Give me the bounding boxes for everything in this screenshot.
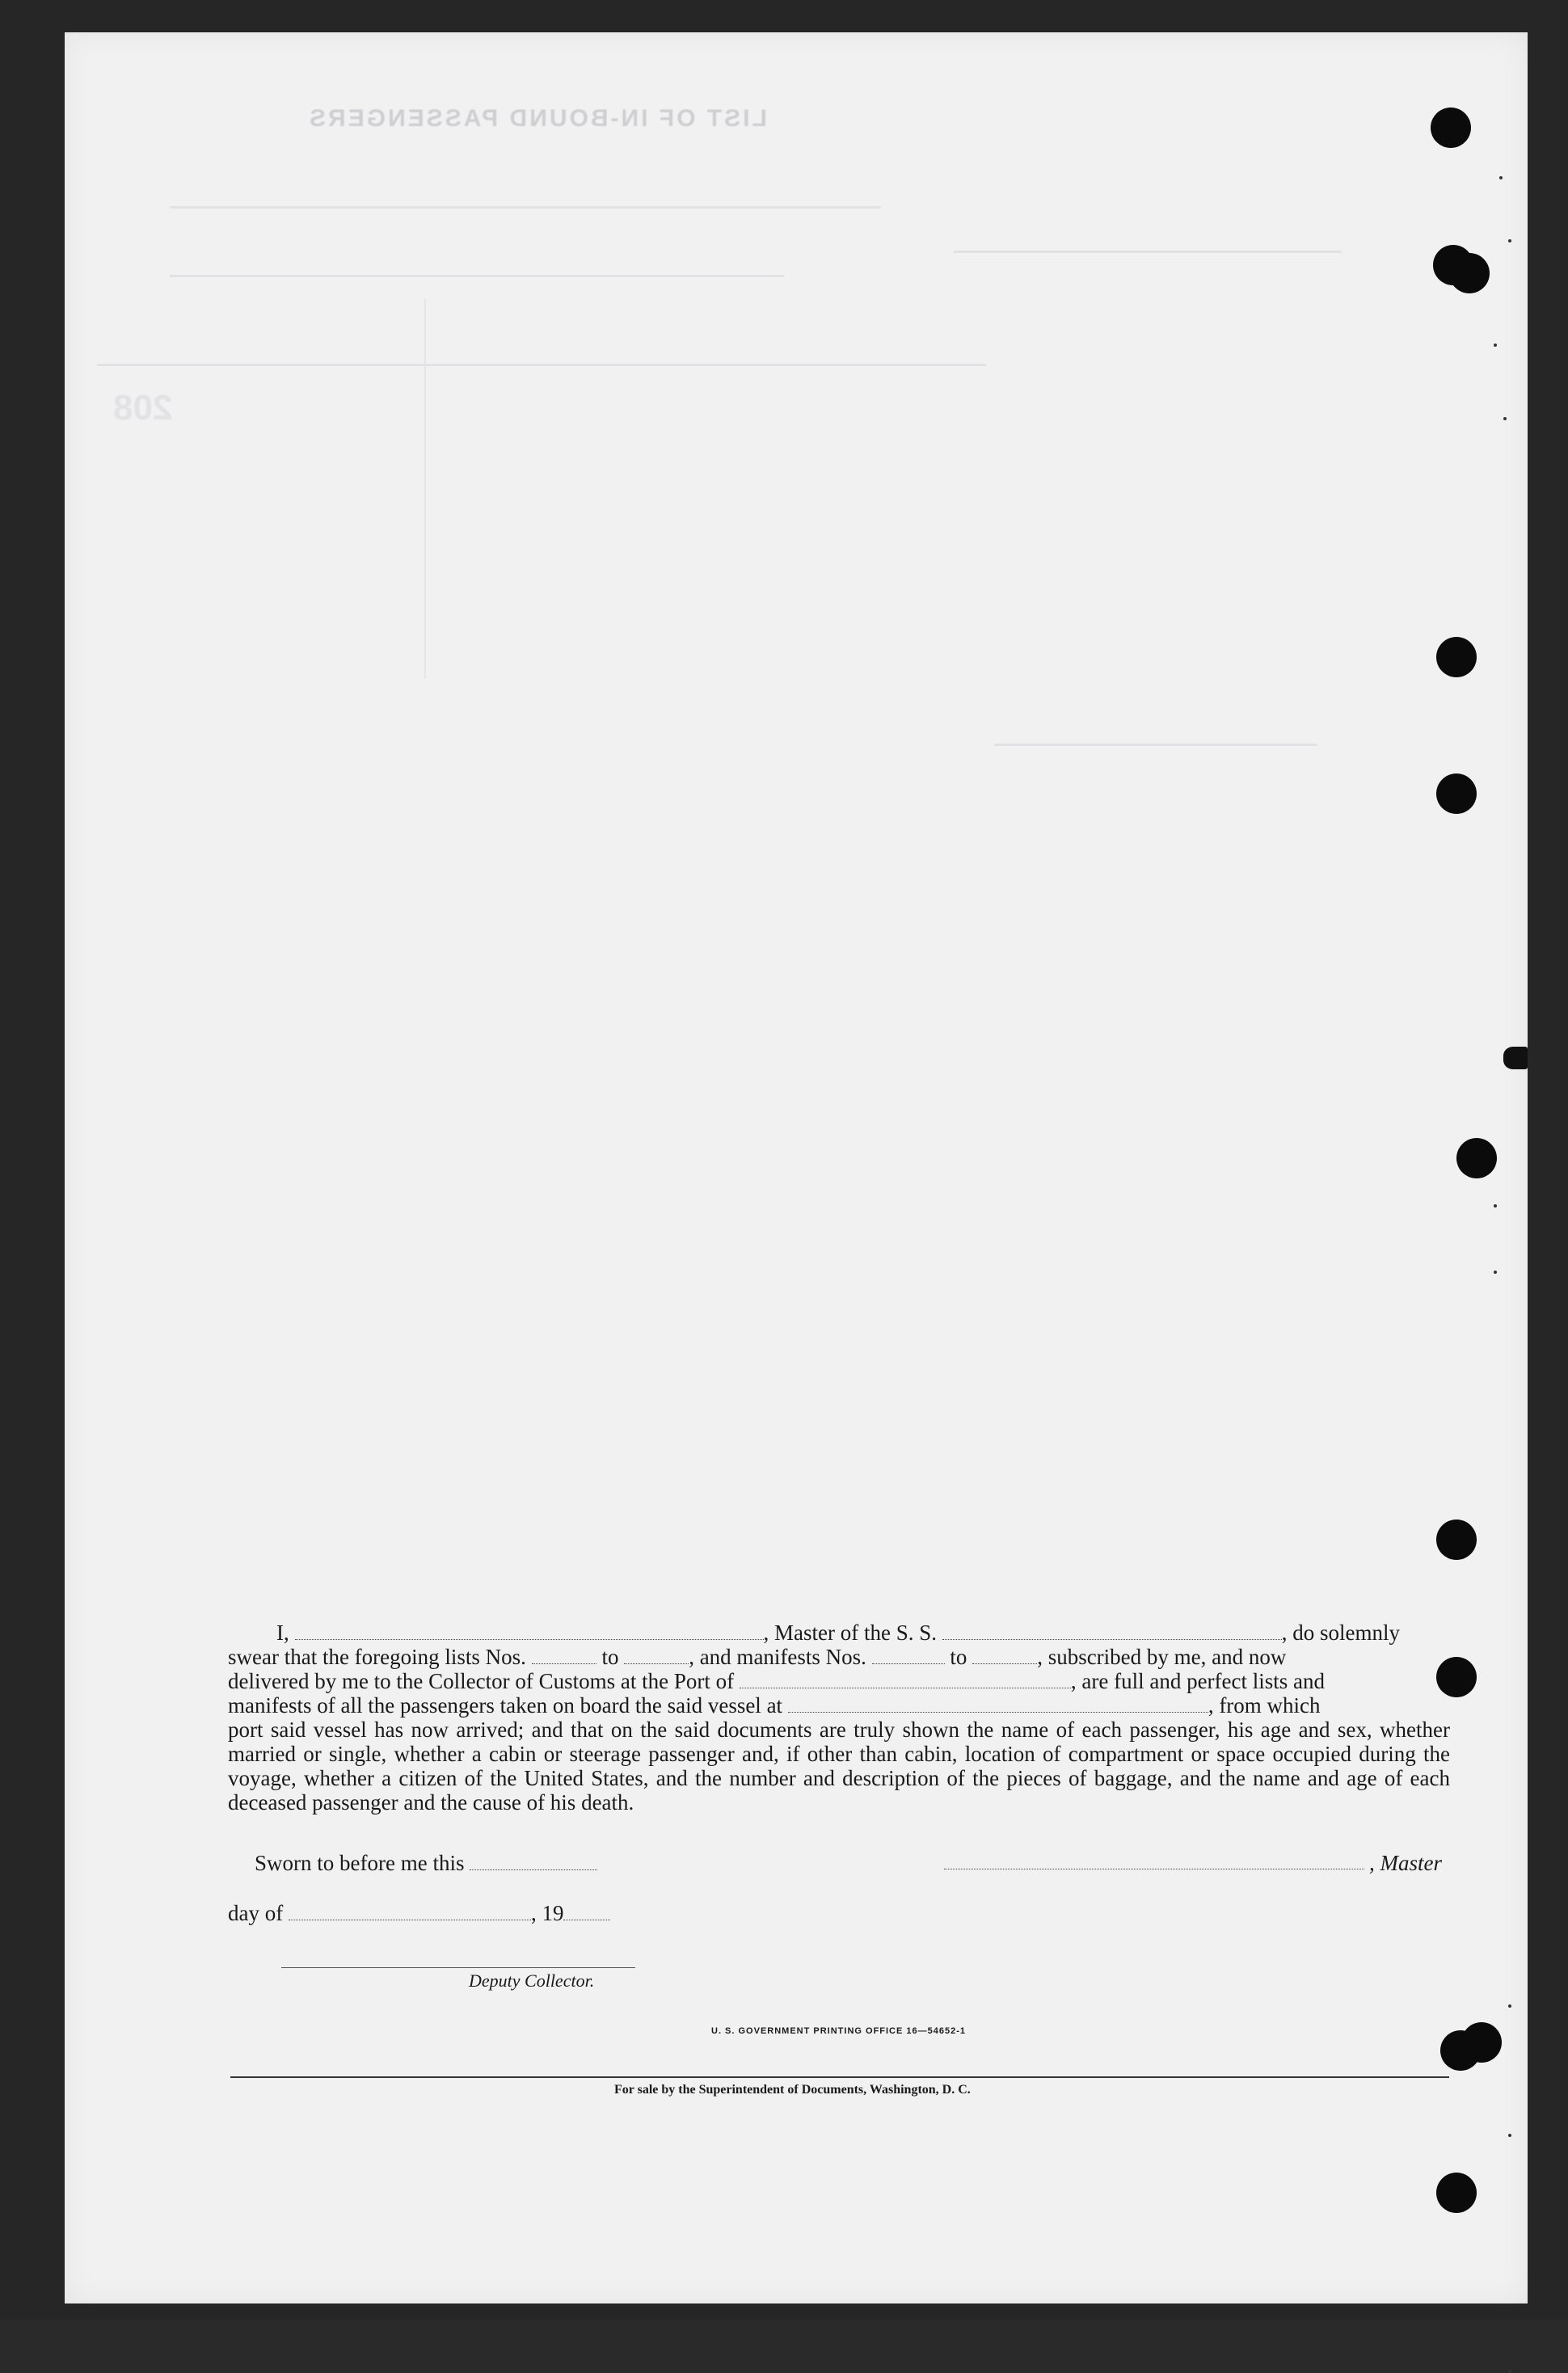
oath-manifests-all: manifests of all the passengers taken on board the said vessel at [228, 1693, 783, 1718]
for-sale-notice: For sale by the Superintendent of Documents, Washington, D. C. [614, 2083, 971, 2097]
printing-office-imprint: U. S. GOVERNMENT PRINTING OFFICE 16—54652-1 [711, 2026, 967, 2036]
manifest-from-blank [872, 1649, 945, 1664]
sworn-label: Sworn to before me this [255, 1851, 465, 1875]
day-of-label: day of [228, 1901, 284, 1925]
punch-hole [1436, 2173, 1477, 2213]
speck [1503, 417, 1507, 420]
punch-hole [1436, 1657, 1477, 1697]
oath-from-which: , from which [1208, 1693, 1321, 1718]
bleed-through-column [424, 299, 426, 679]
oath-to-1: to [601, 1645, 619, 1669]
list-to-blank [624, 1649, 689, 1664]
list-from-blank [532, 1649, 596, 1664]
punch-hole [1436, 1519, 1477, 1560]
document-page [65, 32, 1528, 2303]
footer-rule [230, 2076, 1449, 2078]
speck [1494, 344, 1497, 347]
speck [1494, 1271, 1497, 1274]
speck [1494, 1204, 1497, 1208]
oath-full-perfect: , are full and perfect lists and [1070, 1669, 1326, 1693]
page-edge-mark [1503, 1047, 1528, 1069]
oath-to-2: to [950, 1645, 967, 1669]
speck [1508, 2370, 1511, 2373]
bleed-through-rule [170, 206, 881, 209]
punch-hole [1449, 253, 1490, 293]
oath-do-solemnly: , do solemnly [1281, 1621, 1400, 1645]
speck [1508, 239, 1511, 242]
bleed-through-text: LIST OF IN-BOUND PASSENGERS [307, 105, 767, 132]
oath-i-label: I, [276, 1621, 289, 1645]
oath-manifests: , and manifests Nos. [689, 1645, 866, 1669]
oath-body-text: port said vessel has now arrived; and that on the said documents are truly shown the name of each passenger, his age and sex, whether married or single, whether a cabin or steerage passenger and, if other than cabin, location of compartment or space occupied during the voyage, whether a citizen of the United States, and the number and description of the pieces of baggage, and the name and age of each deceased passenger and the cause of his death. [228, 1718, 1450, 1815]
port-blank [740, 1673, 1071, 1688]
speck [1508, 2134, 1511, 2137]
punch-hole [1436, 773, 1477, 814]
day-of-row [228, 1901, 610, 1926]
oath-subscribed: , subscribed by me, and now [1037, 1645, 1287, 1669]
bleed-through-rule [170, 275, 784, 277]
oath-master-of: , Master of the S. S. [763, 1621, 937, 1645]
year-blank [563, 1905, 610, 1920]
punch-hole [1461, 2022, 1502, 2063]
master-name-blank [295, 1625, 764, 1640]
punch-hole [1456, 1138, 1497, 1178]
year-prefix: , 19 [530, 1901, 564, 1925]
speck [1508, 2004, 1511, 2008]
ship-name-blank [942, 1625, 1282, 1640]
oath-swear-lists: swear that the foregoing lists Nos. [228, 1645, 526, 1669]
deputy-signature-line [281, 1967, 635, 1968]
punch-hole [1436, 637, 1477, 677]
sworn-row [255, 1851, 597, 1876]
bleed-through-rule [97, 364, 986, 366]
sworn-date-blank [470, 1855, 597, 1870]
bleed-through-rule [994, 744, 1317, 746]
month-blank [289, 1905, 531, 1920]
manifest-to-blank [972, 1649, 1037, 1664]
master-oath-paragraph [228, 1621, 1450, 1815]
master-label: , Master [1369, 1851, 1442, 1875]
speck [1499, 176, 1503, 179]
deputy-collector-label: Deputy Collector. [469, 1970, 595, 1991]
punch-hole [1431, 107, 1471, 148]
bleed-through-number: 208 [113, 388, 173, 428]
embarkation-port-blank [788, 1697, 1208, 1713]
oath-delivered: delivered by me to the Collector of Customs at the Port of [228, 1669, 735, 1693]
bleed-through-rule [954, 251, 1342, 253]
